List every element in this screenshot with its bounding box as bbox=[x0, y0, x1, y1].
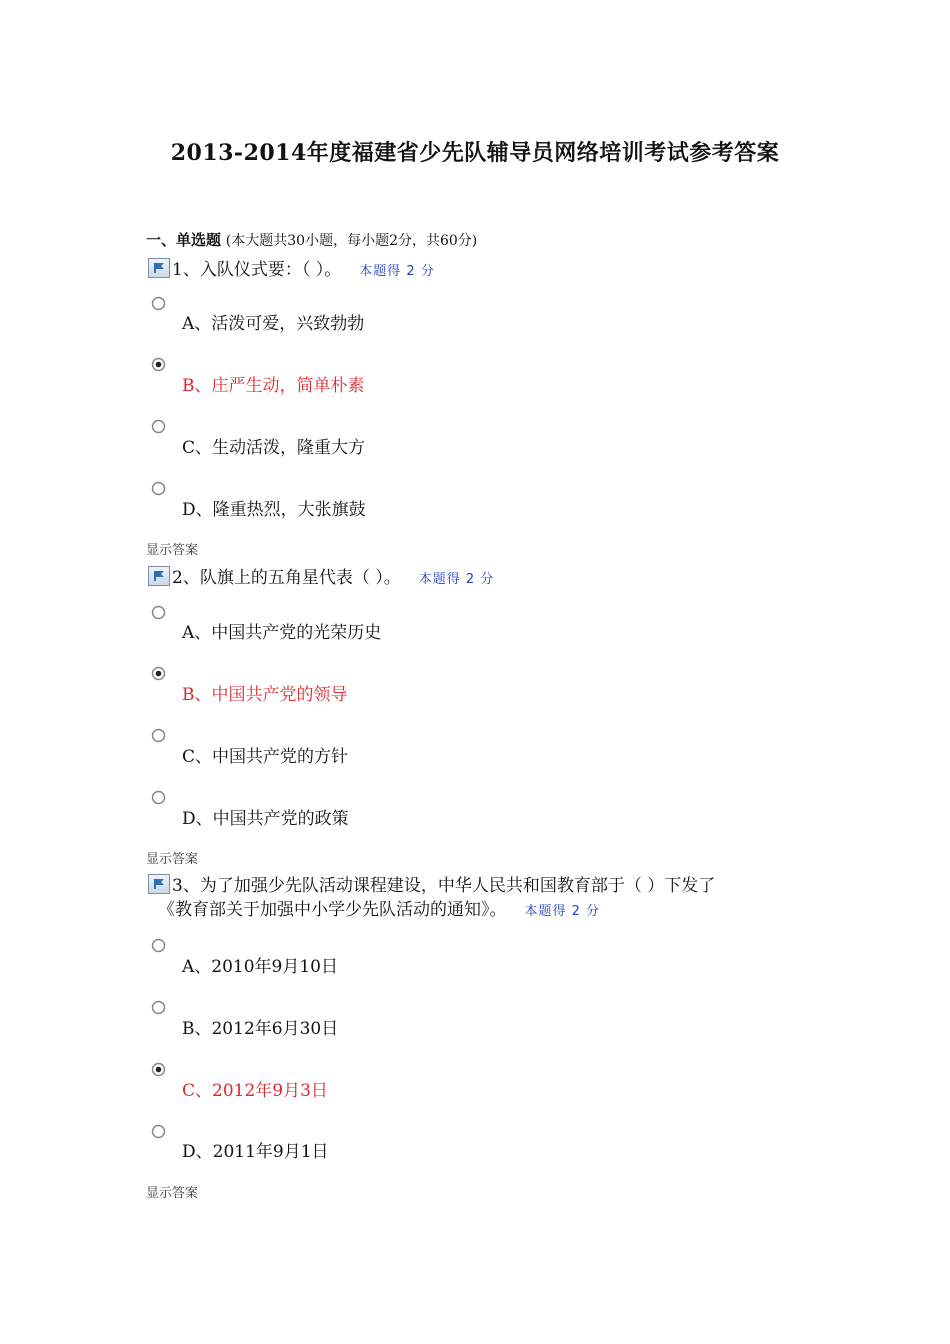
show-answer-link[interactable]: 显示答案 bbox=[146, 852, 199, 867]
question-1 bbox=[148, 258, 798, 284]
option-b-correct: B、中国共产党的领导 bbox=[182, 685, 348, 705]
option-d: D、中国共产党的政策 bbox=[182, 809, 349, 829]
option-a: A、中国共产党的光荣历史 bbox=[182, 623, 382, 643]
option-c: C、生动活泼，隆重大方 bbox=[182, 438, 366, 458]
section-name: 一、单选题 bbox=[146, 231, 222, 249]
radio-button-selected[interactable] bbox=[151, 666, 166, 681]
option-d: D、2011年9月1日 bbox=[182, 1142, 329, 1162]
option-b: B、2012年6月30日 bbox=[182, 1019, 339, 1039]
radio-button-unselected[interactable] bbox=[151, 790, 166, 805]
question-text-continued: 《教育部关于加强中小学少先队活动的通知》。 bbox=[158, 900, 507, 920]
radio-button-unselected[interactable] bbox=[151, 1000, 166, 1015]
section-description: (本大题共30小题，每小题2分，共60分) bbox=[225, 233, 478, 249]
option-b-correct: B、庄严生动，简单朴素 bbox=[182, 376, 365, 396]
flag-icon[interactable] bbox=[148, 566, 170, 586]
section-header bbox=[146, 229, 477, 250]
question-score: 本题得 2 分 bbox=[524, 904, 601, 919]
radio-button-unselected[interactable] bbox=[151, 1124, 166, 1139]
radio-button-unselected[interactable] bbox=[151, 296, 166, 311]
question-text: 2、队旗上的五角星代表（ ）。 bbox=[172, 568, 401, 588]
radio-button-unselected[interactable] bbox=[151, 728, 166, 743]
question-3 bbox=[148, 874, 798, 924]
option-a: A、活泼可爱，兴致勃勃 bbox=[182, 314, 365, 334]
option-d: D、隆重热烈，大张旗鼓 bbox=[182, 500, 366, 520]
show-answer-link[interactable]: 显示答案 bbox=[146, 1186, 199, 1201]
question-score: 本题得 2 分 bbox=[359, 264, 435, 279]
option-c-correct: C、2012年9月3日 bbox=[182, 1081, 328, 1101]
radio-button-unselected[interactable] bbox=[151, 938, 166, 953]
question-score: 本题得 2 分 bbox=[418, 572, 495, 587]
question-text: 1、入队仪式要：（ ）。 bbox=[172, 260, 342, 280]
flag-icon[interactable] bbox=[148, 258, 170, 278]
radio-button-selected[interactable] bbox=[151, 1062, 166, 1077]
flag-icon[interactable] bbox=[148, 874, 170, 894]
show-answer-link[interactable]: 显示答案 bbox=[146, 543, 199, 558]
option-a: A、2010年9月10日 bbox=[182, 957, 338, 977]
option-c: C、中国共产党的方针 bbox=[182, 747, 349, 767]
radio-button-unselected[interactable] bbox=[151, 419, 166, 434]
radio-button-selected[interactable] bbox=[151, 357, 166, 372]
page-title: 2013-2014年度福建省少先队辅导员网络培训考试参考答案 bbox=[170, 140, 780, 166]
radio-button-unselected[interactable] bbox=[151, 481, 166, 496]
radio-button-unselected[interactable] bbox=[151, 605, 166, 620]
question-2 bbox=[148, 566, 798, 592]
question-text: 3、为了加强少先队活动课程建设，中华人民共和国教育部于（ ）下发了 bbox=[172, 876, 716, 896]
